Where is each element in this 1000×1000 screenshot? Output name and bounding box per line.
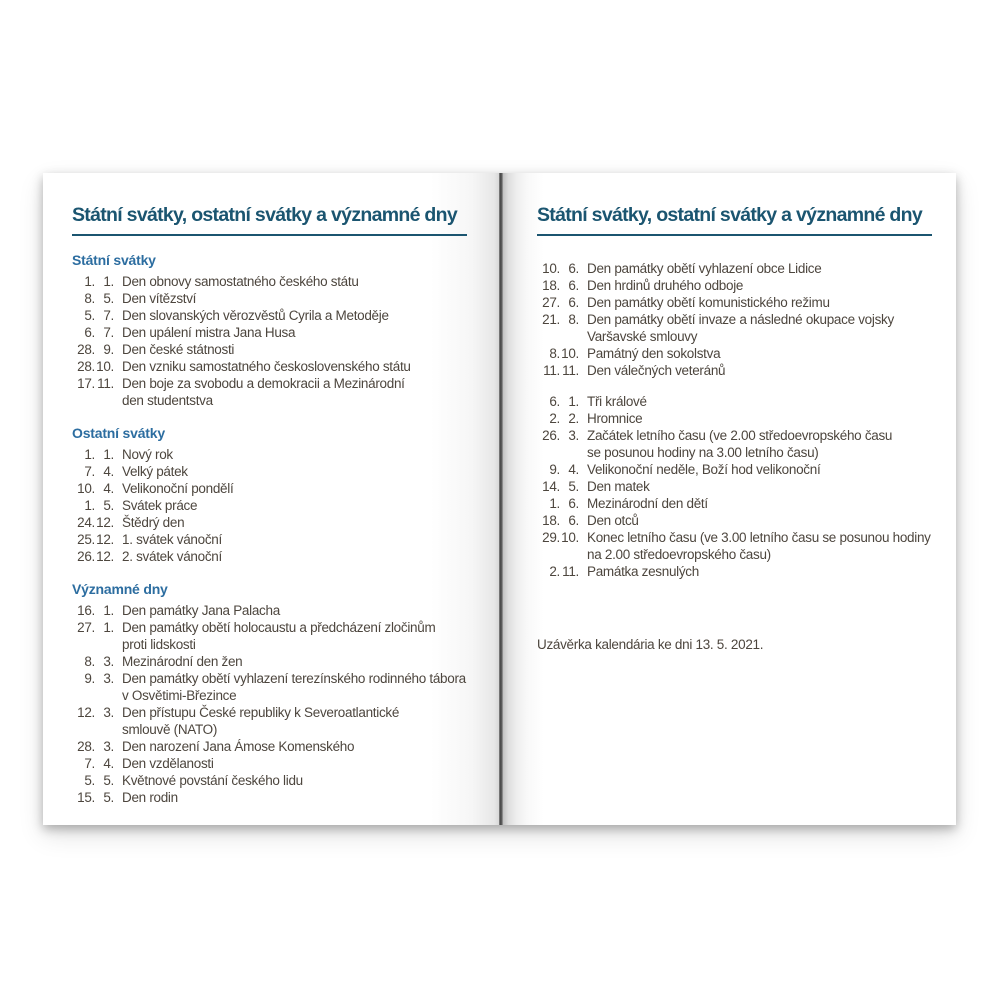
holiday-row (537, 277, 956, 294)
holiday-row (72, 548, 499, 565)
holiday-name-line: Tři králové (587, 394, 647, 409)
holiday-day: 2. (549, 411, 560, 426)
holiday-name-line: Květnové povstání českého lidu (122, 773, 303, 788)
holiday-name-line: Den památky obětí holocaustu a předcházení zločinům (122, 620, 436, 635)
holiday-day: 18. (542, 513, 560, 528)
holiday-name (587, 311, 894, 345)
holiday-row (537, 512, 956, 529)
holiday-day: 26. (77, 549, 95, 564)
holiday-name-line: Den české státnosti (122, 342, 235, 357)
holiday-day: 24. (77, 515, 95, 530)
holiday-name (122, 463, 188, 480)
holiday-day: 10. (77, 481, 95, 496)
holiday-name-line: Velikonoční pondělí (122, 481, 234, 496)
holiday-name-line: Den vzniku samostatného československého státu (122, 359, 411, 374)
holiday-name-line: smlouvě (NATO) (122, 722, 218, 737)
holiday-name (122, 670, 466, 704)
holiday-day: 8. (84, 654, 95, 669)
right-page-content (537, 260, 956, 580)
holiday-name (122, 653, 242, 670)
holiday-row (537, 427, 956, 461)
holiday-name-line: Velký pátek (122, 464, 188, 479)
holiday-month: 5. (103, 498, 114, 513)
holiday-month: 7. (103, 325, 114, 340)
section-heading: Státní svátky (72, 252, 156, 268)
holiday-month: 4. (103, 464, 114, 479)
holiday-month: 5. (103, 790, 114, 805)
holiday-row (72, 480, 499, 497)
holiday-name-line: na 2.00 středoevropského času) (587, 547, 771, 562)
holiday-name-line: Den vítězství (122, 291, 197, 306)
holiday-month: 3. (103, 671, 114, 686)
holiday-name-line: Den památky obětí invaze a následné okupace vojsky (587, 312, 894, 327)
holiday-name-line: Mezinárodní den dětí (587, 496, 708, 511)
holiday-day: 21. (542, 312, 560, 327)
holiday-month: 4. (568, 462, 579, 477)
holiday-name (587, 393, 647, 410)
holiday-section (72, 252, 499, 409)
holiday-name-line: v Osvětimi-Březince (122, 688, 237, 703)
holiday-name-line: Den válečných veteránů (587, 363, 726, 378)
holiday-name-line: Den narození Jana Ámose Komenského (122, 739, 355, 754)
holiday-section (72, 581, 499, 806)
holiday-name (587, 260, 821, 277)
holiday-section (72, 425, 499, 565)
holiday-day: 14. (542, 479, 560, 494)
holiday-month: 3. (103, 705, 114, 720)
holiday-month: 3. (568, 428, 579, 443)
holiday-name (122, 290, 196, 307)
holiday-name-line: Nový rok (122, 447, 173, 462)
holiday-day: 26. (542, 428, 560, 443)
holiday-month: 10. (561, 346, 579, 361)
holiday-section (537, 393, 956, 580)
holiday-row (72, 497, 499, 514)
holiday-name-line: Mezinárodní den žen (122, 654, 243, 669)
holiday-row (72, 307, 499, 324)
holiday-name (587, 478, 650, 495)
section-heading: Významné dny (72, 581, 168, 597)
holiday-row (72, 789, 499, 806)
holiday-day: 28. (77, 739, 95, 754)
left-page-content (72, 252, 499, 806)
holiday-day: 8. (84, 291, 95, 306)
holiday-name (122, 307, 389, 324)
holiday-name-line: Konec letního času (ve 3.00 letního času se posunou hodiny (587, 530, 931, 545)
holiday-day: 8. (549, 346, 560, 361)
holiday-day: 7. (84, 756, 95, 771)
holiday-name-line: den studentstva (122, 393, 213, 408)
holiday-month: 1. (568, 394, 579, 409)
holiday-name-line: Varšavské smlouvy (587, 329, 698, 344)
holiday-day: 9. (549, 462, 560, 477)
holiday-day: 25. (77, 532, 95, 547)
holiday-row (72, 602, 499, 619)
holiday-month: 10. (96, 359, 114, 374)
page-title: Státní svátky, ostatní svátky a významné dny (72, 204, 458, 226)
holiday-name (122, 375, 405, 409)
holiday-row (72, 290, 499, 307)
deadline-note: Uzávěrka kalendária ke dni 13. 5. 2021. (537, 637, 764, 652)
holiday-name (122, 514, 184, 531)
holiday-name (587, 277, 743, 294)
holiday-day: 6. (84, 325, 95, 340)
holiday-month: 11. (97, 376, 114, 391)
holiday-day: 27. (77, 620, 95, 635)
holiday-month: 12. (96, 515, 114, 530)
holiday-row (72, 670, 499, 704)
holiday-name (122, 755, 214, 772)
section-heading: Ostatní svátky (72, 425, 165, 441)
holiday-name (587, 345, 720, 362)
holiday-month: 11. (562, 363, 579, 378)
holiday-name (587, 427, 892, 461)
holiday-name-line: Den památky obětí komunistického režimu (587, 295, 830, 310)
holiday-row (72, 772, 499, 789)
holiday-day: 5. (84, 308, 95, 323)
holiday-name-line: Začátek letního času (ve 2.00 středoevropského času (587, 428, 893, 443)
holiday-name-line: Den památky obětí vyhlazení obce Lidice (587, 261, 822, 276)
left-page (43, 173, 499, 825)
holiday-name (587, 294, 830, 311)
holiday-month: 3. (103, 654, 114, 669)
holiday-row (537, 478, 956, 495)
holiday-name-line: Den matek (587, 479, 650, 494)
holiday-day: 1. (84, 274, 95, 289)
holiday-month: 12. (96, 549, 114, 564)
holiday-name-line: 2. svátek vánoční (122, 549, 222, 564)
holiday-name (122, 548, 222, 565)
holiday-row (72, 273, 499, 290)
holiday-day: 1. (84, 447, 95, 462)
holiday-name (587, 512, 639, 529)
holiday-month: 6. (568, 513, 579, 528)
holiday-name-line: Památka zesnulých (587, 564, 699, 579)
holiday-name-line: Den upálení mistra Jana Husa (122, 325, 296, 340)
holiday-name (122, 772, 303, 789)
holiday-row (72, 446, 499, 463)
holiday-month: 1. (103, 274, 114, 289)
holiday-day: 28. (77, 359, 95, 374)
holiday-row (537, 410, 956, 427)
holiday-name (122, 738, 354, 755)
holiday-day: 5. (84, 773, 95, 788)
title-rule (537, 234, 932, 236)
holiday-name (122, 619, 435, 653)
holiday-name (122, 531, 222, 548)
holiday-month: 1. (103, 447, 114, 462)
holiday-row (72, 653, 499, 670)
holiday-month: 6. (568, 295, 579, 310)
holiday-name-line: Den otců (587, 513, 639, 528)
holiday-name-line: Svátek práce (122, 498, 198, 513)
holiday-month: 4. (103, 756, 114, 771)
holiday-month: 6. (568, 278, 579, 293)
holiday-name (122, 341, 234, 358)
holiday-row (537, 311, 956, 345)
holiday-month: 12. (96, 532, 114, 547)
holiday-day: 15. (77, 790, 95, 805)
holiday-name (122, 497, 197, 514)
holiday-name (587, 495, 708, 512)
holiday-name-line: Den obnovy samostatného českého státu (122, 274, 359, 289)
holiday-name-line: Den slovanských věrozvěstů Cyrila a Metoděje (122, 308, 389, 323)
holiday-day: 2. (549, 564, 560, 579)
holiday-row (537, 345, 956, 362)
holiday-month: 10. (561, 530, 579, 545)
holiday-row (72, 463, 499, 480)
holiday-month: 4. (103, 481, 114, 496)
holiday-name (122, 358, 411, 375)
holiday-row (72, 738, 499, 755)
holiday-row (72, 324, 499, 341)
holiday-name (122, 480, 233, 497)
holiday-name (122, 789, 178, 806)
holiday-row (537, 529, 956, 563)
holiday-name (587, 410, 642, 427)
holiday-day: 6. (549, 394, 560, 409)
holiday-day: 17. (77, 376, 95, 391)
book-spread (43, 173, 956, 825)
holiday-name-line: Den hrdinů druhého odboje (587, 278, 744, 293)
holiday-month: 5. (103, 291, 114, 306)
holiday-row (537, 362, 956, 379)
holiday-day: 29. (542, 530, 560, 545)
right-page (503, 173, 956, 825)
holiday-name-line: 1. svátek vánoční (122, 532, 222, 547)
holiday-month: 9. (103, 342, 114, 357)
holiday-name (122, 273, 359, 290)
holiday-name-line: Den boje za svobodu a demokracii a Mezinárodní (122, 376, 405, 391)
holiday-day: 16. (77, 603, 95, 618)
holiday-name (122, 324, 295, 341)
holiday-month: 5. (103, 773, 114, 788)
holiday-name (587, 529, 931, 563)
holiday-row (537, 294, 956, 311)
holiday-day: 9. (84, 671, 95, 686)
holiday-name (122, 704, 399, 738)
holiday-month: 3. (103, 739, 114, 754)
holiday-row (72, 514, 499, 531)
holiday-month: 8. (568, 312, 579, 327)
holiday-name (587, 362, 725, 379)
holiday-name-line: Štědrý den (122, 515, 185, 530)
holiday-day: 10. (542, 261, 560, 276)
holiday-day: 1. (549, 496, 560, 511)
holiday-row (72, 704, 499, 738)
holiday-name-line: Velikonoční neděle, Boží hod velikonoční (587, 462, 821, 477)
holiday-name-line: Den památky Jana Palacha (122, 603, 280, 618)
holiday-row (537, 495, 956, 512)
holiday-name-line: Den památky obětí vyhlazení terezínského rodinného tábora (122, 671, 466, 686)
holiday-row (537, 260, 956, 277)
holiday-name-line: Den přístupu České republiky k Severoatlantické (122, 705, 400, 720)
holiday-name-line: proti lidskosti (122, 637, 196, 652)
holiday-name-line: Den vzdělanosti (122, 756, 214, 771)
holiday-day: 12. (77, 705, 95, 720)
holiday-name (122, 602, 280, 619)
holiday-row (72, 358, 499, 375)
holiday-month: 6. (568, 496, 579, 511)
holiday-day: 11. (543, 363, 560, 378)
holiday-row (537, 563, 956, 580)
holiday-day: 1. (84, 498, 95, 513)
holiday-name (587, 563, 699, 580)
holiday-month: 1. (103, 620, 114, 635)
holiday-name-line: Den rodin (122, 790, 178, 805)
holiday-row (72, 375, 499, 409)
holiday-month: 7. (103, 308, 114, 323)
holiday-day: 28. (77, 342, 95, 357)
holiday-row (537, 393, 956, 410)
holiday-name-line: Památný den sokolstva (587, 346, 721, 361)
holiday-day: 18. (542, 278, 560, 293)
title-rule (72, 234, 467, 236)
holiday-name (122, 446, 173, 463)
holiday-name-line: se posunou hodiny na 3.00 letního času) (587, 445, 819, 460)
holiday-name-line: Hromnice (587, 411, 643, 426)
holiday-month: 1. (103, 603, 114, 618)
holiday-month: 6. (568, 261, 579, 276)
holiday-section (537, 260, 956, 379)
holiday-row (72, 619, 499, 653)
holiday-row (72, 341, 499, 358)
holiday-row (72, 531, 499, 548)
holiday-month: 2. (568, 411, 579, 426)
holiday-name (587, 461, 820, 478)
holiday-day: 27. (542, 295, 560, 310)
holiday-day: 7. (84, 464, 95, 479)
holiday-row (72, 755, 499, 772)
page-title: Státní svátky, ostatní svátky a významné dny (537, 204, 923, 226)
holiday-month: 5. (568, 479, 579, 494)
holiday-month: 11. (562, 564, 579, 579)
holiday-row (537, 461, 956, 478)
